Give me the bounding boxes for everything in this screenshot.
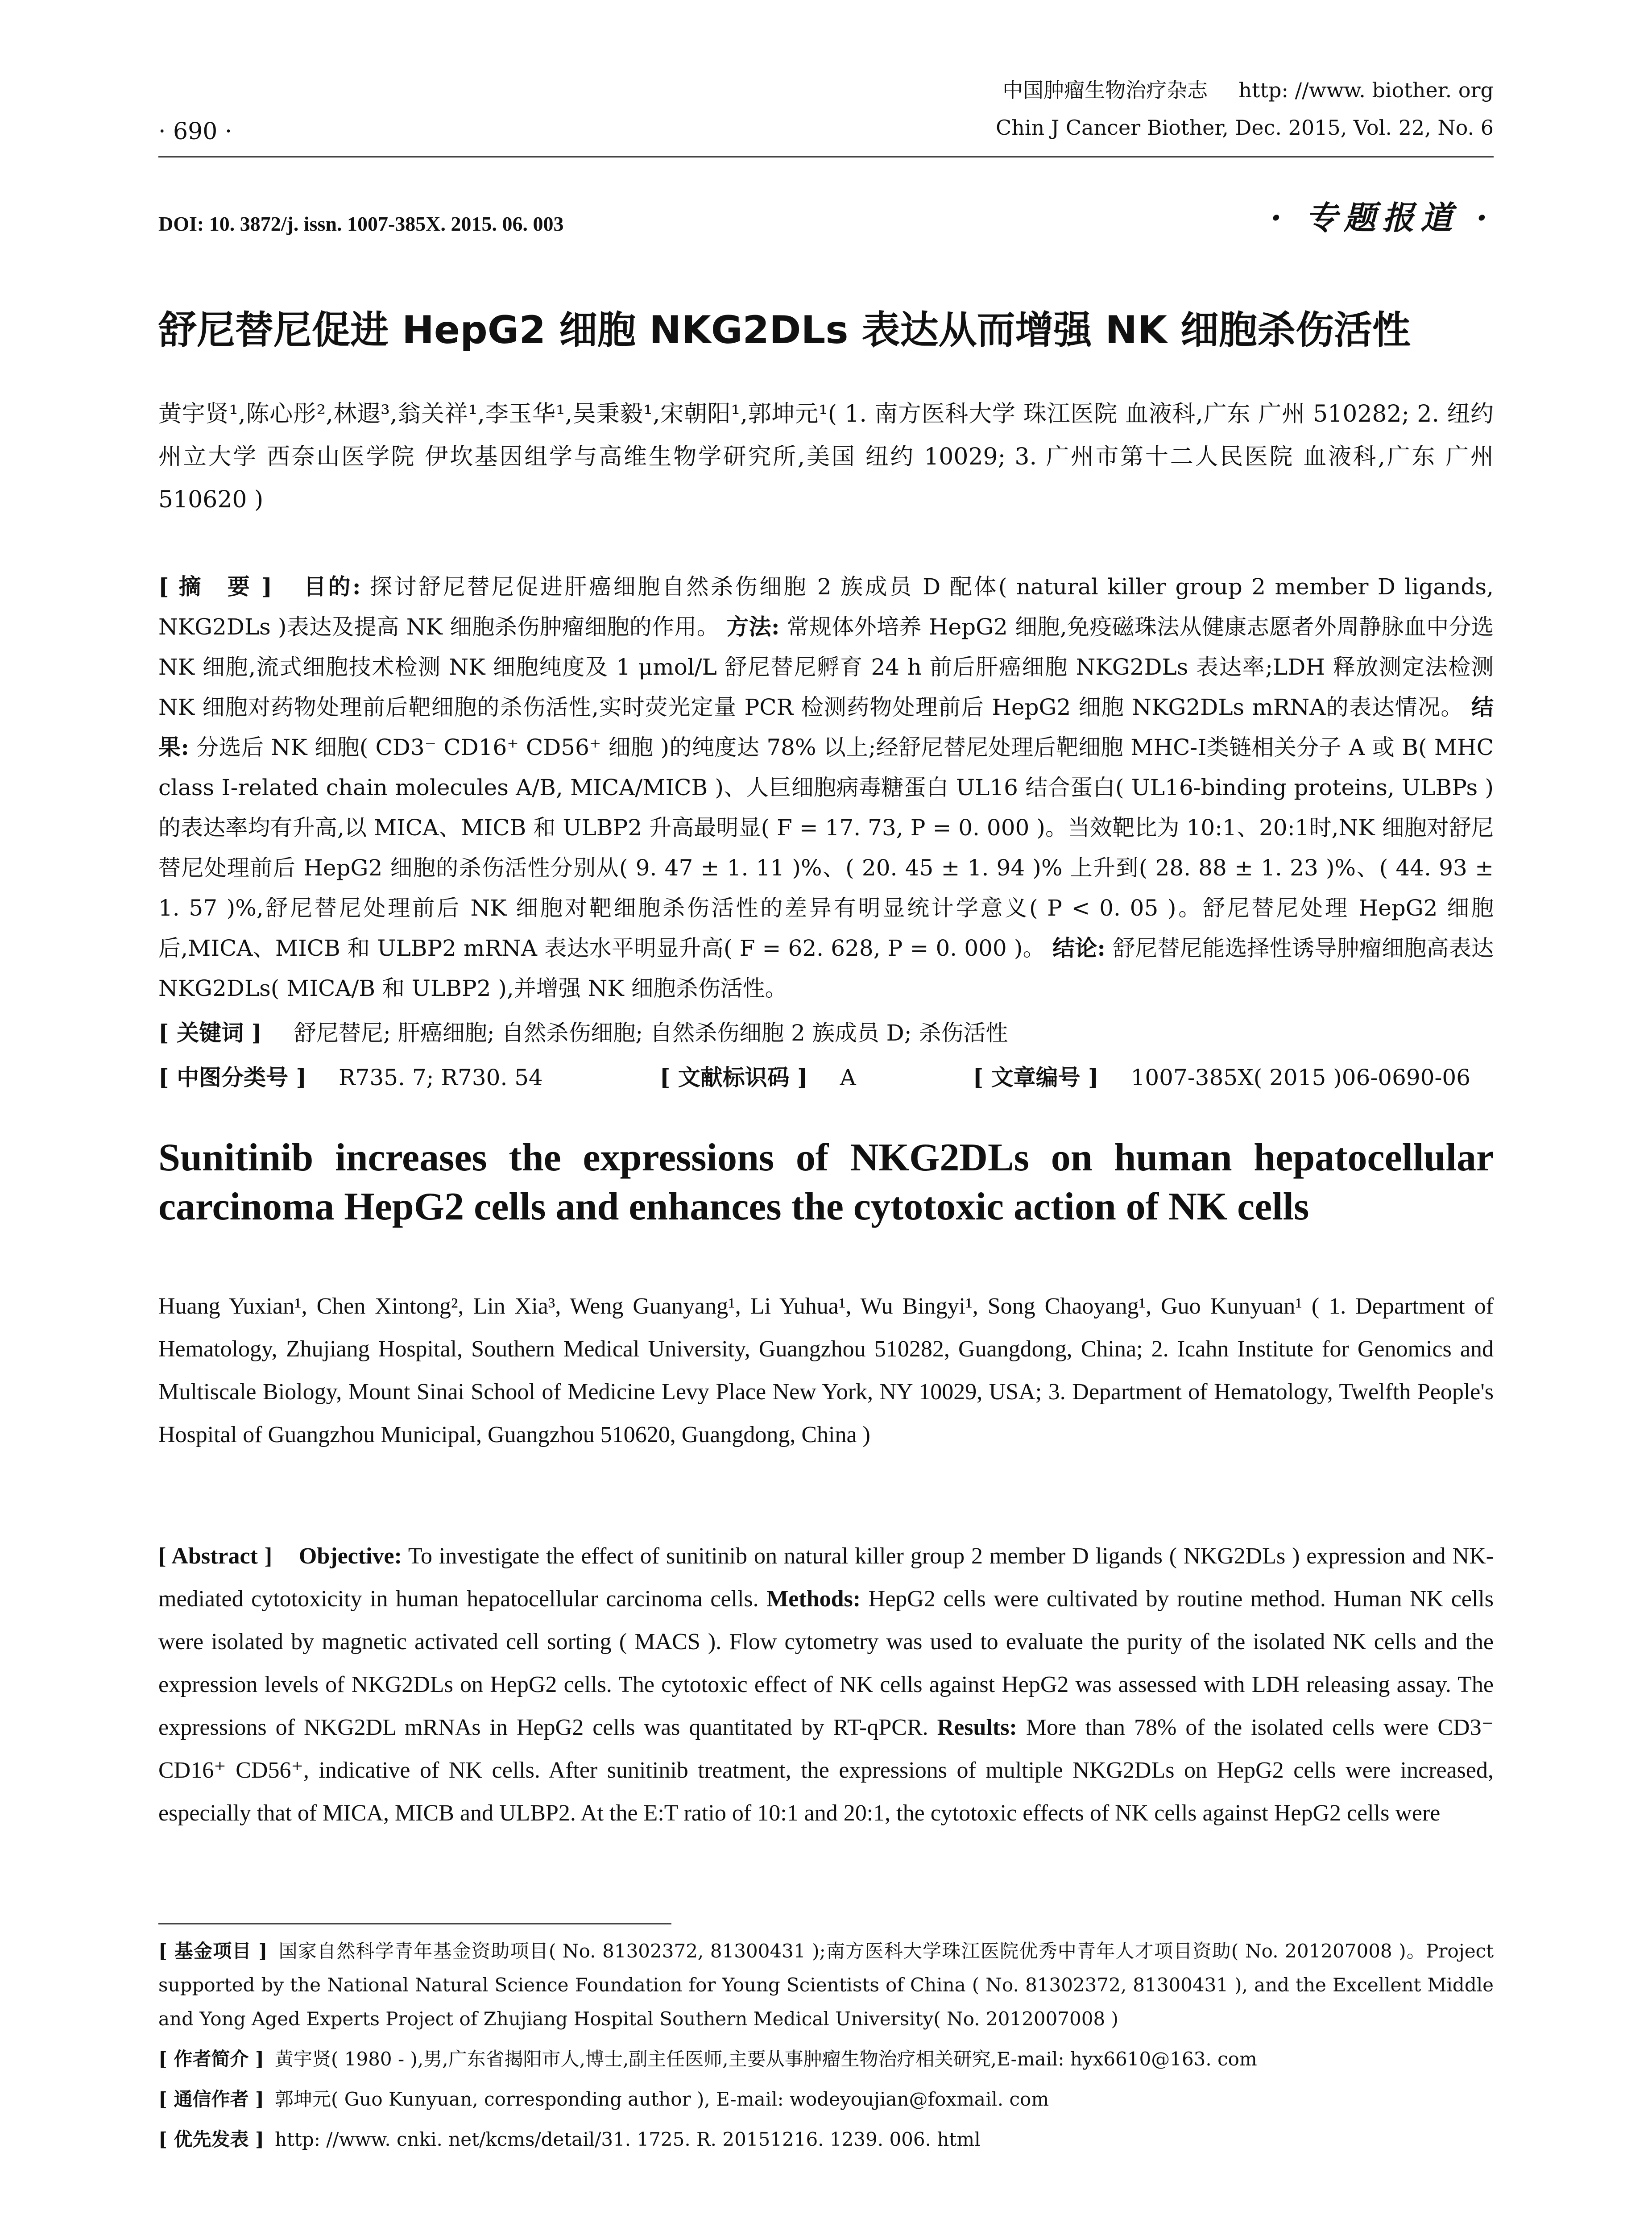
conclusion-text: 舒尼替尼能选择性诱导肿瘤细胞高表达 NKG2DLs( MICA/B 和 ULBP2 ),并增强 NK 细胞杀伤活性。: [158, 935, 1494, 1001]
chinese-keywords: [158, 1015, 1494, 1051]
footnote-funding: [158, 1934, 1494, 2036]
en-abstract-label: [ Abstract ]: [158, 1543, 273, 1569]
abstract-label: [ 摘 要 ]: [158, 573, 272, 600]
english-abstract: [158, 1535, 1494, 1835]
clc-label: [ 中图分类号 ]: [158, 1064, 307, 1091]
article-no-value: 1007-385X( 2015 )06-0690-06: [1130, 1065, 1471, 1091]
chinese-authors: 黄宇贤¹,陈心彤²,林遐³,翁关祥¹,李玉华¹,吴秉毅¹,宋朝阳¹,郭坤元¹( 1. 南方医科大学 珠江医院 血液科,广东 广州 510282; 2. 纽约州立大学 西奈山医学院 伊坎基因组学与高维生物学研究所,美国 纽约 10029; 3. 广州市第十二人民医院 血液科,广东 广州 510620 ): [158, 401, 1494, 513]
footnote-link[interactable]: http: //www. cnki. net/kcms/detail/31. 1725. R. 20151216. 1239. 006. html: [275, 2128, 981, 2150]
journal-name-cn: 中国肿瘤生物治疗杂志: [1002, 78, 1208, 102]
results-label: 结果:: [158, 694, 1494, 760]
methods-label: 方法:: [726, 614, 780, 640]
conclusion-label: 结论:: [1052, 935, 1105, 961]
keywords-label: [ 关键词 ]: [158, 1020, 262, 1046]
en-methods-text: HepG2 cells were cultivated by routine method. Human NK cells were isolated by magnetic activated cell sorting ( MACS ). Flow cytometry was used to evaluate the purity of the isolated NK cells and the expression levels of NKG2DLs on HepG2 cells. The cytotoxic effect of NK cells against HepG2 was assessed with LDH releasing assay. The expressions of NKG2DL mRNAs in HepG2 cells was quantitated by RT-qPCR.: [158, 1586, 1494, 1740]
footnote-online-first: [158, 2123, 1494, 2156]
doi: DOI: 10. 3872/j. issn. 1007-385X. 2015. 06. 003: [158, 212, 564, 235]
objective-text: 探讨舒尼替尼促进肝癌细胞自然杀伤细胞 2 族成员 D 配体( natural killer group 2 member D ligands, NKG2DLs )表达及提高 NK 细胞杀伤肿瘤细胞的作用。: [158, 574, 1494, 640]
footnote-text: 郭坤元( Guo Kunyuan, corresponding author ), E-mail: wodeyoujian@foxmail. com: [275, 2088, 1049, 2110]
journal-header: [869, 71, 1494, 146]
page-number: · 690 ·: [158, 118, 232, 145]
english-authors: Huang Yuxian¹, Chen Xintong², Lin Xia³, Weng Guanyang¹, Li Yuhua¹, Wu Bingyi¹, Song Chaoyang¹, Guo Kunyuan¹ ( 1. Department of Hematology, Zhujiang Hospital, Southern Medical University, Guangzhou 510282, Guangdong, China; 2. Icahn Institute for Genomics and Multiscale Biology, Mount Sinai School of Medicine Levy Place New York, NY 10029, USA; 3. Department of Hematology, Twelfth People's Hospital of Guangzhou Municipal, Guangzhou 510620, Guangdong, China ): [158, 1294, 1494, 1447]
en-objective-text: To investigate the effect of sunitinib on natural killer group 2 member D ligands ( NKG2DLs ) expression and NK-mediated cytotoxicity in human hepatocellular carcinoma cells.: [158, 1543, 1494, 1612]
footnote-rule: [158, 1923, 671, 1924]
footnote-label: [ 优先发表 ]: [158, 2128, 264, 2150]
journal-name-en: Chin J Cancer Biother, Dec. 2015, Vol. 22, No. 6: [996, 116, 1494, 140]
doc-code-value: A: [840, 1065, 856, 1091]
keywords-text: 舒尼替尼; 肝癌细胞; 自然杀伤细胞; 自然杀伤细胞 2 族成员 D; 杀伤活性: [294, 1020, 1008, 1046]
objective-label: 目的:: [303, 573, 361, 600]
footnote-text: 黄宇贤( 1980 - ),男,广东省揭阳市人,博士,副主任医师,主要从事肿瘤生物治疗相关研究,E-mail: hyx6610@163. com: [275, 2048, 1257, 2070]
footnotes: [158, 1934, 1494, 2163]
chinese-abstract: [158, 567, 1494, 1008]
column-label: · 专题报道 ·: [1270, 199, 1494, 236]
clc-value: R735. 7; R730. 54: [338, 1065, 543, 1091]
footnote-label: [ 基金项目 ]: [158, 1940, 268, 1962]
en-objective-label: Objective:: [298, 1543, 402, 1569]
en-results-text: More than 78% of the isolated cells were CD3⁻ CD16⁺ CD56⁺, indicative of NK cells. After sunitinib treatment, the expressions of multiple NKG2DLs on HepG2 cells were increased, especially that of MICA, MICB and ULBP2. At the E:T ratio of 10:1 and 20:1, the cytotoxic effects of NK cells against HepG2 cells were: [158, 1715, 1494, 1826]
footnote-label: [ 作者简介 ]: [158, 2048, 264, 2070]
header-rule: [158, 156, 1494, 158]
en-results-label: Results:: [937, 1715, 1017, 1740]
footnote-text: 国家自然科学青年基金资助项目( No. 81302372, 81300431 );南方医科大学珠江医院优秀中青年人才项目资助( No. 201207008 )。Project supported by the National Natural Science Foundation for Young Scientists of China ( No. 81302372, 81300431 ), and the Excellent Middle and Yong Aged Experts Project of Zhujiang Hospital Southern Medical University( No. 2012007008 ): [158, 1940, 1494, 2030]
footnote-author-bio: [158, 2042, 1494, 2076]
chinese-classification: [158, 1060, 1494, 1095]
en-methods-label: Methods:: [766, 1586, 861, 1612]
footnote-corresponding-author: [158, 2082, 1494, 2116]
results-text: 分选后 NK 细胞( CD3⁻ CD16⁺ CD56⁺ 细胞 )的纯度达 78% 以上;经舒尼替尼处理后靶细胞 MHC-Ⅰ类链相关分子 A 或 B( MHC class Ⅰ-related chain molecules A/B, MICA/MICB )、人巨细胞病毒糖蛋白 UL16 结合蛋白( UL16-binding proteins, ULBPs )的表达率均有升高,以 MICA、MICB 和 ULBP2 升高最明显( F = 17. 73, P = 0. 000 )。当效靶比为 10:1、20:1时,NK 细胞对舒尼替尼处理前后 HepG2 细胞的杀伤活性分别从( 9. 47 ± 1. 11 )%、( 20. 45 ± 1. 94 )% 上升到( 28. 88 ± 1. 23 )%、( 44. 93 ± 1. 57 )%,舒尼替尼处理前后 NK 细胞对靶细胞杀伤活性的差异有明显统计学意义( P < 0. 05 )。舒尼替尼处理 HepG2 细胞后,MICA、MICB 和 ULBP2 mRNA 表达水平明显升高( F = 62. 628, P = 0. 000 )。: [158, 734, 1494, 961]
footnote-label: [ 通信作者 ]: [158, 2088, 264, 2110]
methods-text: 常规体外培养 HepG2 细胞,免疫磁珠法从健康志愿者外周静脉血中分选 NK 细胞,流式细胞技术检测 NK 细胞纯度及 1 μmol/L 舒尼替尼孵育 24 h 前后肝癌细胞 NKG2DLs 表达率;LDH 释放测定法检测 NK 细胞对药物处理前后靶细胞的杀伤活性,实时荧光定量 PCR 检测药物处理前后 HepG2 细胞 NKG2DLs mRNA的表达情况。: [158, 614, 1494, 720]
doc-code-label: [ 文献标识码 ]: [659, 1064, 808, 1091]
article-no-label: [ 文章编号 ]: [973, 1064, 1099, 1091]
english-title: Sunitinib increases the expressions of NKG2DLs on human hepatocellular carcinoma HepG2 cells and enhances the cytotoxic action of NK cells: [158, 1136, 1494, 1228]
chinese-title: 舒尼替尼促进 HepG2 细胞 NKG2DLs 表达从而增强 NK 细胞杀伤活性: [158, 308, 1411, 352]
journal-url: http: //www. biother. org: [1238, 78, 1494, 102]
